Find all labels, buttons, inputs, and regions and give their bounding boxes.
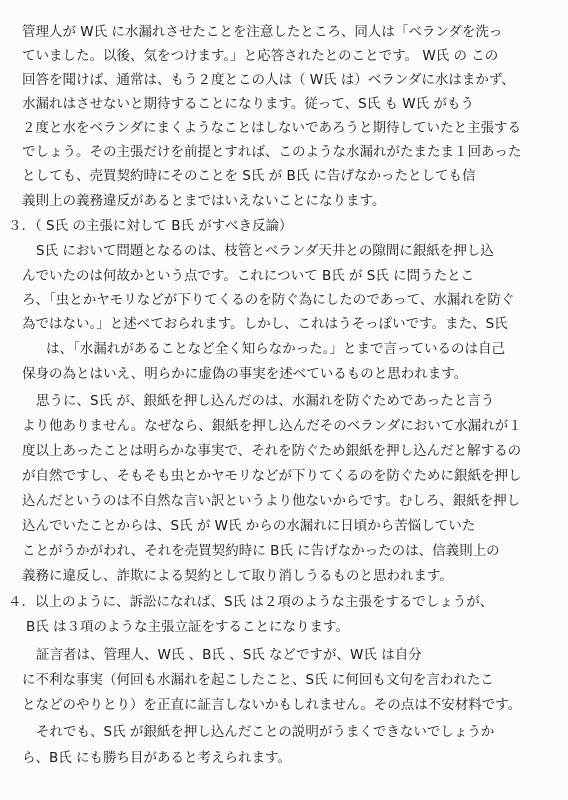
text-line: 込んでいたことからは、S氏 が W氏 からの水漏れに日頃から苦悩していた [22, 518, 476, 534]
text-line: となどのやりとり）を正直に証言しないかもしれません。その点は不安材料です。 [22, 697, 522, 713]
text-line: ２度と水をベランダにまくようなことはしないであろうと期待していたと主張する [22, 120, 521, 136]
text-line: に不利な事実（何回も水漏れを起こしたこと、S氏 に何回も文句を言われたこ [22, 672, 494, 688]
text-line: は、「水漏れがあることなど全く知らなかった。」とまで言っているのは自己 [46, 341, 505, 357]
text-line: それでも、S氏 が銀紙を押し込んだことの説明がうまくできないでしょうか [36, 724, 495, 740]
text-line: B氏 は３項のような主張立証をすることになります。 [26, 619, 349, 635]
text-line: 回答を聞けば、通常は、もう２度とこの人は（ W氏 は）ベランダに水はまかず、 [22, 72, 515, 88]
text-line: 義則上の義務違反があるとまではいえないことになります。 [22, 193, 386, 209]
text-line: S氏 において問題となるのは、枝管とベランダ天井との隙間に銀紙を押し込 [36, 243, 494, 259]
text-line: 水漏れはさせないと期待することになります。従って、S氏 も W氏 がもう [22, 96, 474, 112]
text-line: 思うに、S氏 が、銀紙を押し込んだのは、水漏れを防ぐためであったと言う [36, 393, 495, 409]
section-heading: ３．（ S氏 の主張に対して B氏 がすべき反論） [8, 218, 293, 234]
text-line: ら、B氏 にも勝ち目があると考えられます。 [22, 750, 291, 766]
text-line: 証言者は、管理人、W氏 、B氏 、S氏 などですが、W氏 は自分 [36, 647, 422, 663]
text-line: 為ではない。」と述べておられます。しかし、これはうそっぽいです。また、S氏 [22, 316, 508, 332]
text-line: が自然ですし、そもそも虫とかヤモリなどが下りてくるのを防ぐために銀紙を押し [22, 468, 522, 484]
text-line: ろ、「虫とかヤモリなどが下りてくるのを防ぐ為にしたのであって、水漏れを防ぐ [22, 292, 515, 308]
section-heading: ４．以上のように、訴訟になれば、S氏 は２項のような主張をするでしょうが、 [8, 594, 494, 610]
text-line: ことがうかがわれ、それを売買契約時に B氏 に告げなかったのは、信義則上の [22, 543, 500, 559]
text-line: でしょう。その主張だけを前提とすれば、このような水漏れがたまたま１回あった [22, 144, 522, 160]
text-line: 管理人が W氏 に水漏れさせたことを注意したところ、同人は「ベランダを洗っ [22, 24, 503, 40]
text-line: 込んだというのは不自然な言い訳というより他ないからです。むしろ、銀紙を押し [22, 493, 521, 509]
text-line: 度以上あったことは明らかな事実で、それを防ぐため銀紙を押し込んだと解するの [22, 443, 522, 459]
text-line: 義務に違反し、詐欺による契約として取り消しうるものと思われます。 [22, 568, 453, 584]
text-line: ていました。以後、気をつけます。」と応答されたとのことです。 W氏 の この [22, 48, 499, 64]
text-line: 保身の為とはいえ、明らかに虚偽の事実を述べているものと思われます。 [22, 366, 468, 382]
text-line: んでいたのは何故かという点です。これについて B氏 が S氏 に問うたとこ [22, 268, 475, 284]
text-line: より他ありません。なぜなら、銀紙を押し込んだそのベランダにおいて水漏れが１ [22, 418, 522, 434]
text-line: としても、売買契約時にそのことを S氏 が B氏 に告げなかったとしても信 [22, 168, 476, 184]
